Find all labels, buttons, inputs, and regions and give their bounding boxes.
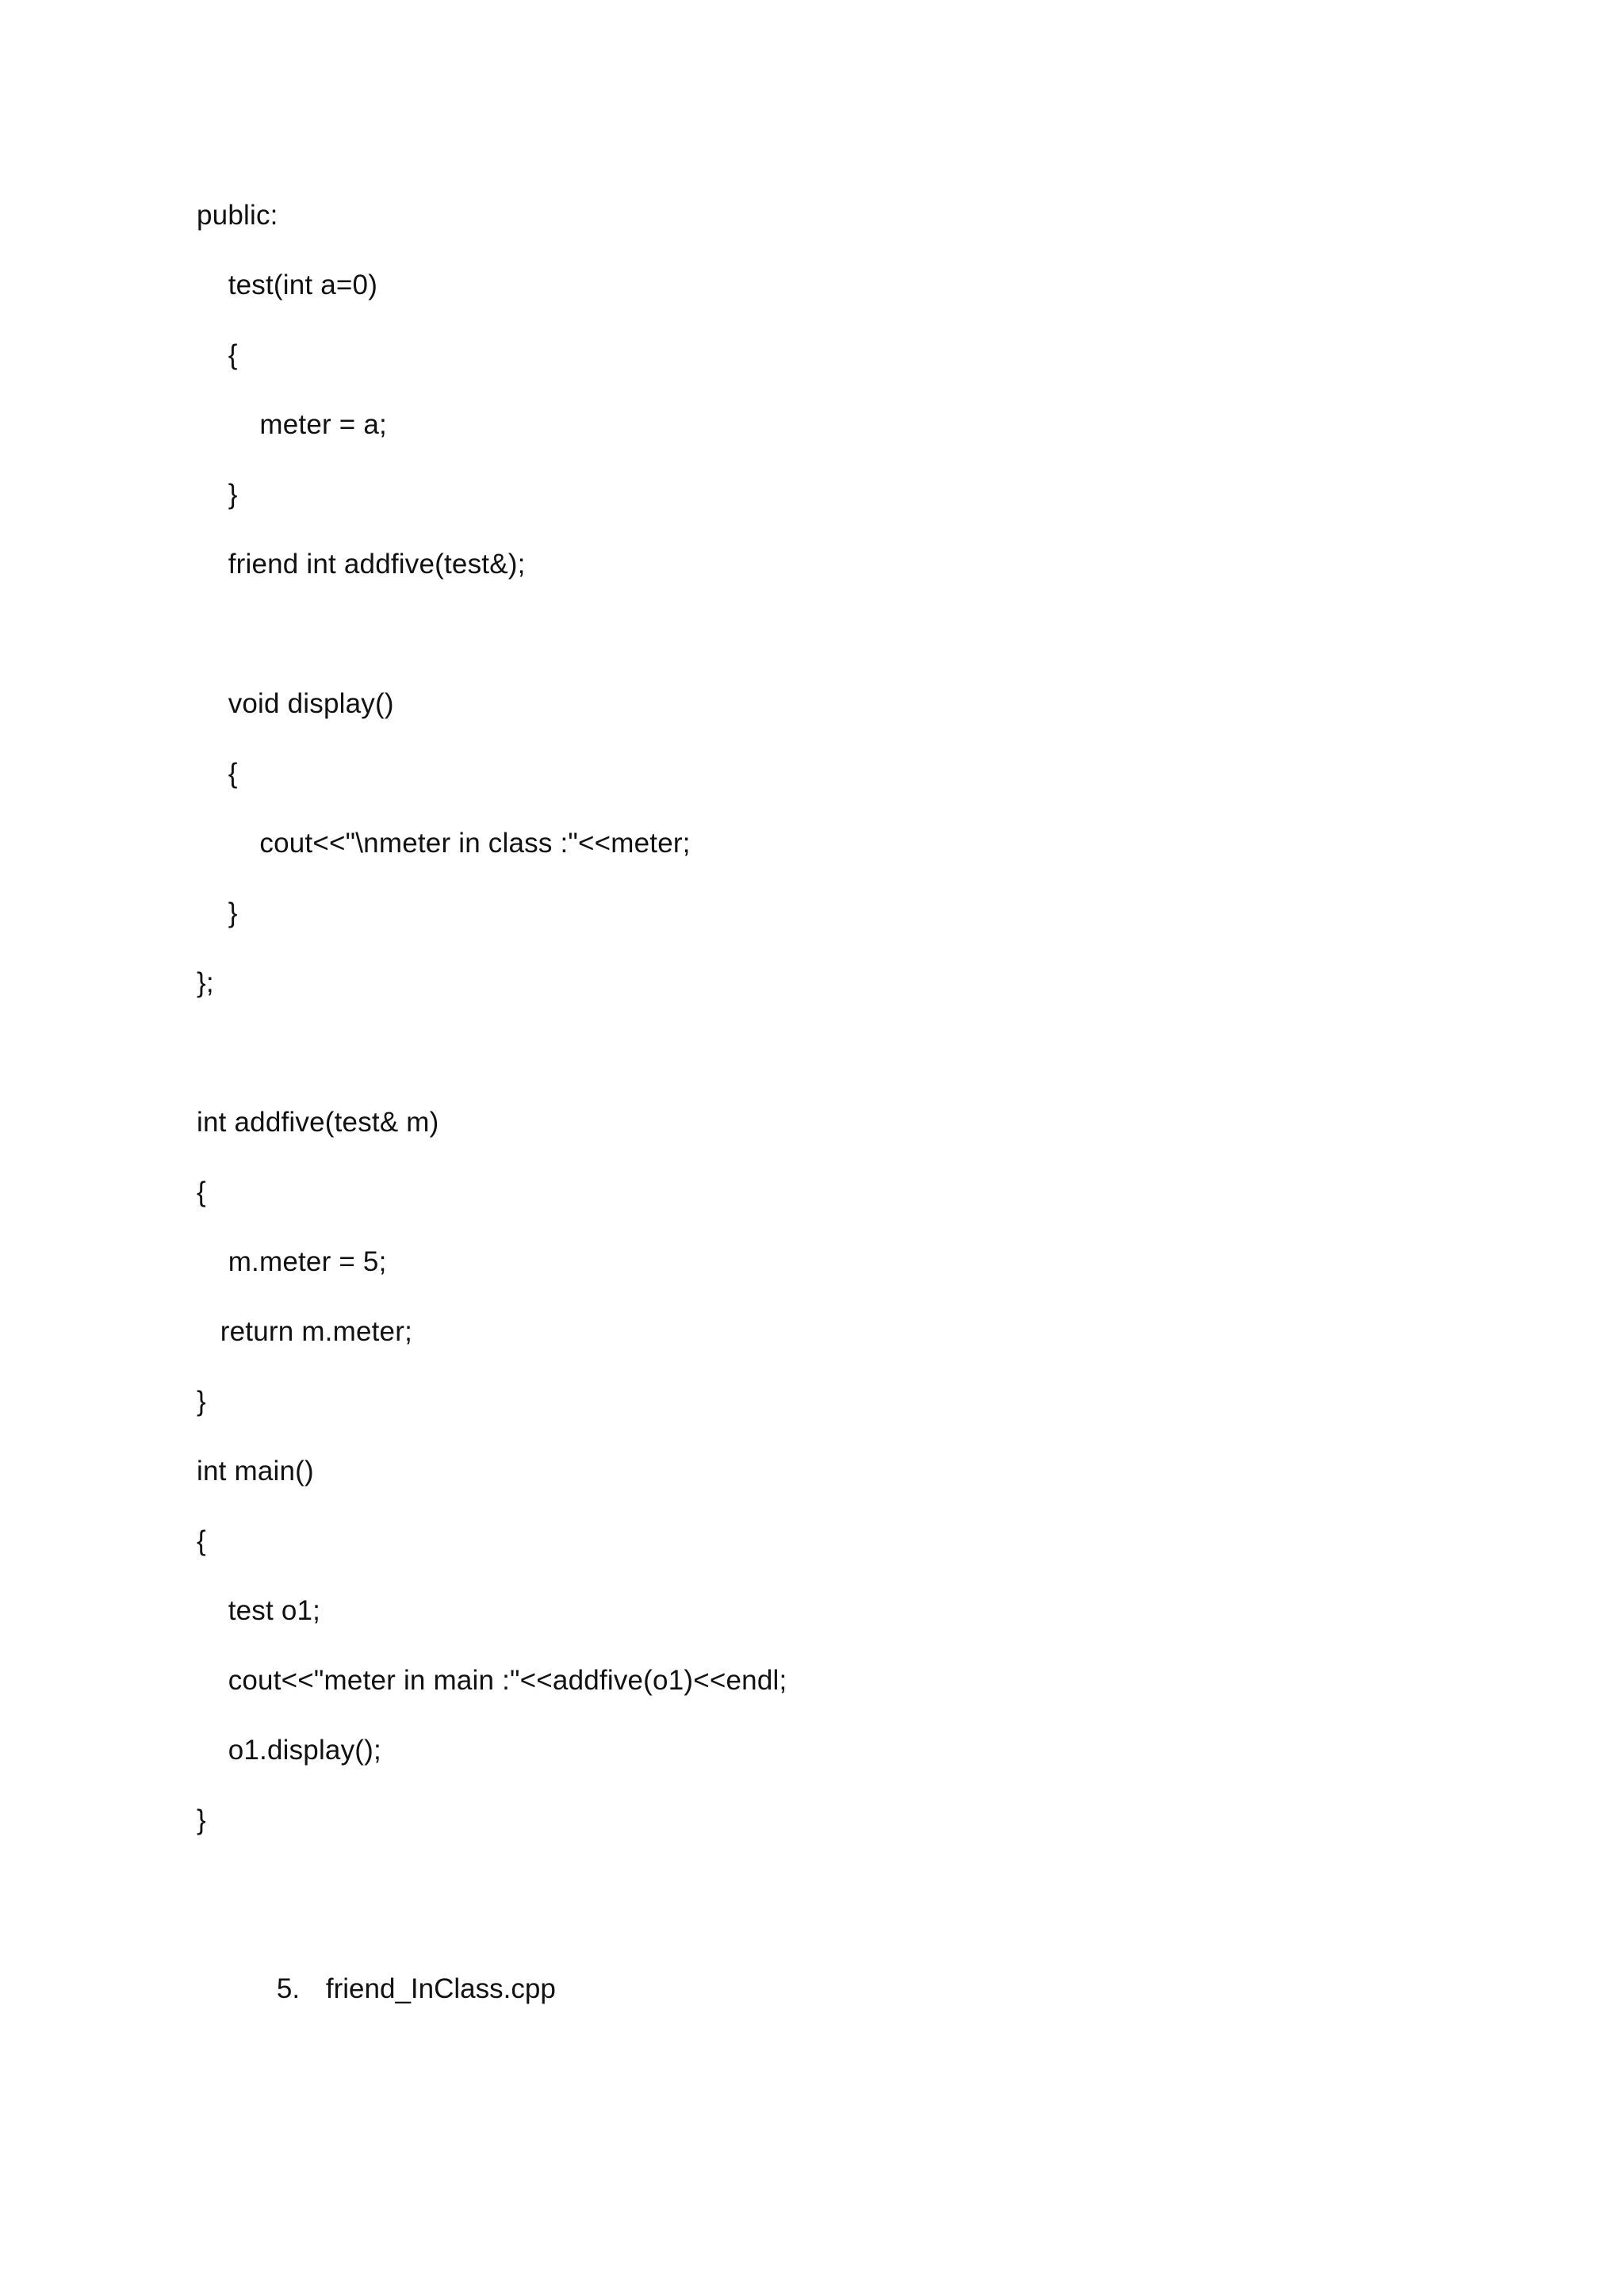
code-line: o1.display(); (197, 1735, 381, 1766)
code-line: } (197, 897, 238, 928)
list-number: 5. (276, 1973, 301, 2004)
code-line: m.meter = 5; (197, 1246, 387, 1277)
code-line: { (197, 1177, 206, 1207)
code-line: return m.meter; (197, 1316, 412, 1347)
code-line: friend int addfive(test&); (197, 549, 526, 580)
code-line: meter = a; (197, 409, 387, 440)
code-line: }; (197, 967, 214, 998)
code-line: { (197, 339, 238, 370)
code-line: int addfive(test& m) (197, 1107, 439, 1138)
code-line: } (197, 479, 238, 510)
code-line: test o1; (197, 1595, 321, 1626)
code-line: } (197, 1804, 206, 1835)
code-line: { (197, 1525, 206, 1556)
numbered-list-item (246, 1937, 556, 2042)
code-line: test(int a=0) (197, 270, 378, 300)
code-line: { (197, 758, 238, 789)
code-line: void display() (197, 688, 394, 719)
file-name: friend_InClass.cpp (325, 1973, 556, 2004)
code-line: } (197, 1386, 206, 1417)
code-line: cout<<"\nmeter in class :"<<meter; (197, 828, 691, 859)
code-line: cout<<"meter in main :"<<addfive(o1)<<endl; (197, 1665, 787, 1696)
code-line: int main() (197, 1456, 314, 1487)
code-line: public: (197, 200, 278, 231)
